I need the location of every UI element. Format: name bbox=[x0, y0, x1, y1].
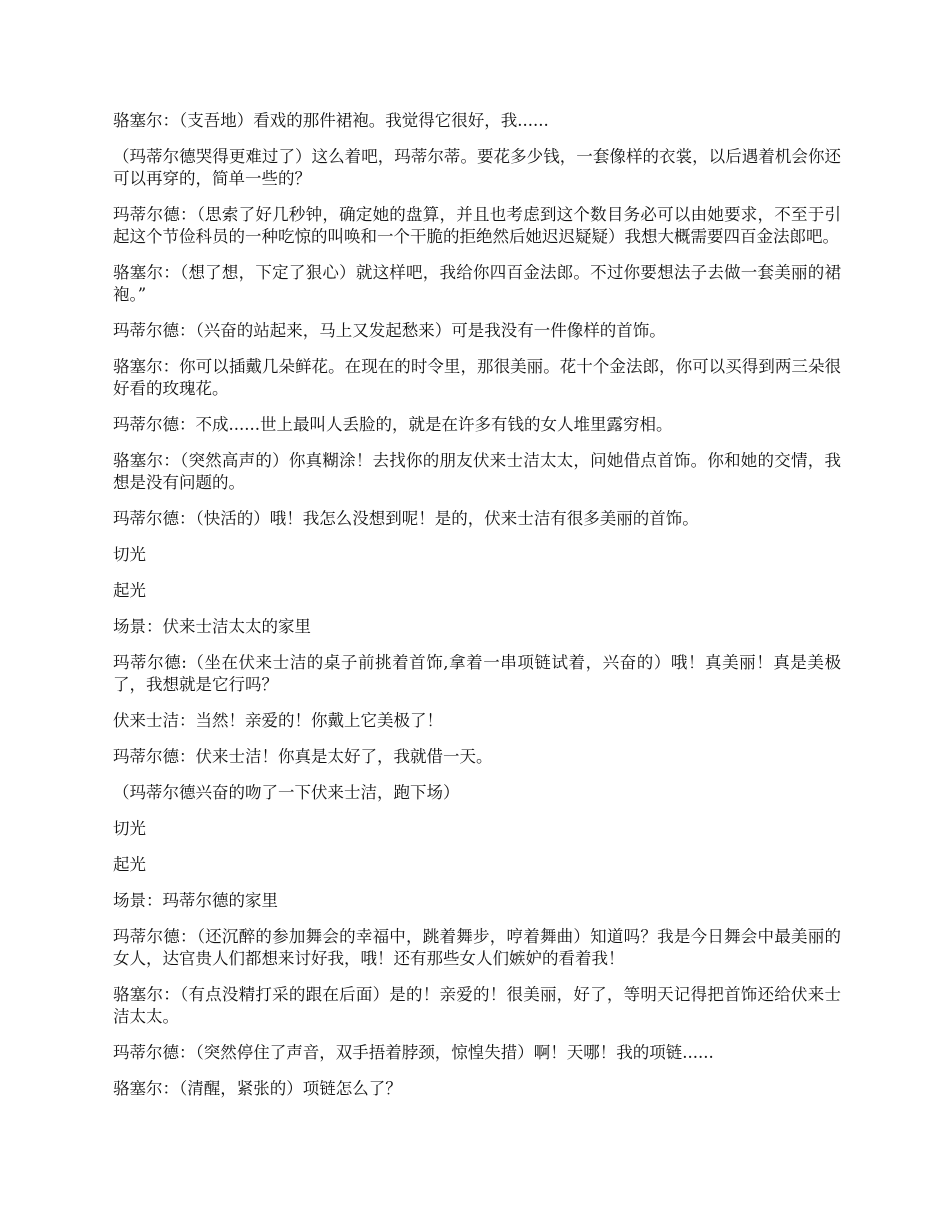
line-15: 玛蒂尔德：伏来士洁！你真是太好了，我就借一天。 bbox=[113, 747, 493, 766]
line-20: 玛蒂尔德：（还沉醉的参加舞会的幸福中，跳着舞步，哼着舞曲）知道吗？我是今日舞会中最美丽的女人，达官贵人们都想来讨好我，哦！还有那些女人们嫉妒的看着我！ bbox=[113, 927, 841, 968]
scene-heading: 场景：伏来士洁太太的家里 bbox=[113, 617, 311, 636]
stage-direction-cut: 切光 bbox=[113, 545, 146, 564]
stage-direction-cut: 切光 bbox=[113, 819, 146, 838]
line-6: 骆塞尔：你可以插戴几朵鲜花。在现在的时令里，那很美丽。花十个金法郎，你可以买得到两三朵很好看的玫瑰花。 bbox=[113, 357, 841, 398]
line-14: 伏来士洁：当然！亲爱的！你戴上它美极了！ bbox=[113, 711, 443, 730]
script-page bbox=[113, 110, 841, 1114]
line-2: （玛蒂尔德哭得更难过了）这么着吧，玛蒂尔蒂。要花多少钱，一套像样的衣裳，以后遇着机会你还可以再穿的，简单一些的？ bbox=[113, 147, 841, 188]
line-22: 玛蒂尔德：（突然停住了声音，双手捂着脖颈，惊惶失措）啊！天哪！我的项链...... bbox=[113, 1043, 714, 1062]
scene-heading: 场景：玛蒂尔德的家里 bbox=[113, 891, 278, 910]
line-21: 骆塞尔：（有点没精打采的跟在后面）是的！亲爱的！很美丽，好了，等明天记得把首饰还给伏来士洁太太。 bbox=[113, 985, 841, 1026]
line-7: 玛蒂尔德：不成......世上最叫人丢脸的，就是在许多有钱的女人堆里露穷相。 bbox=[113, 415, 673, 434]
line-5: 玛蒂尔德：（兴奋的站起来，马上又发起愁来）可是我没有一件像样的首饰。 bbox=[113, 321, 666, 340]
line-8: 骆塞尔：（突然高声的）你真糊涂！去找你的朋友伏来士洁太太，问她借点首饰。你和她的交情，我想是没有问题的。 bbox=[113, 451, 841, 492]
line-9: 玛蒂尔德：（快活的）哦！我怎么没想到呢！是的，伏来士洁有很多美丽的首饰。 bbox=[113, 509, 699, 528]
line-16: （玛蒂尔德兴奋的吻了一下伏来士洁，跑下场） bbox=[113, 783, 460, 802]
line-3: 玛蒂尔德：（思索了好几秒钟，确定她的盘算，并且也考虑到这个数目务必可以由她要求，不至于引起这个节俭科员的一种吃惊的叫唤和一个干脆的拒绝然后她迟迟疑疑）我想大概需要四百金法郎吧。 bbox=[113, 205, 841, 246]
stage-direction-lights-up: 起光 bbox=[113, 855, 146, 874]
line-4: 骆塞尔：（想了想，下定了狠心）就这样吧，我给你四百金法郎。不过你要想法子去做一套美丽的裙袍。” bbox=[113, 263, 841, 304]
stage-direction-lights-up: 起光 bbox=[113, 581, 146, 600]
line-23: 骆塞尔：（清醒，紧张的）项链怎么了？ bbox=[113, 1079, 402, 1098]
line-1: 骆塞尔：（支吾地）看戏的那件裙袍。我觉得它很好，我...... bbox=[113, 111, 549, 130]
line-13: 玛蒂尔德:（坐在伏来士洁的桌子前挑着首饰,拿着一串项链试着，兴奋的）哦！真美丽！真是美极了，我想就是它行吗？ bbox=[113, 653, 841, 694]
